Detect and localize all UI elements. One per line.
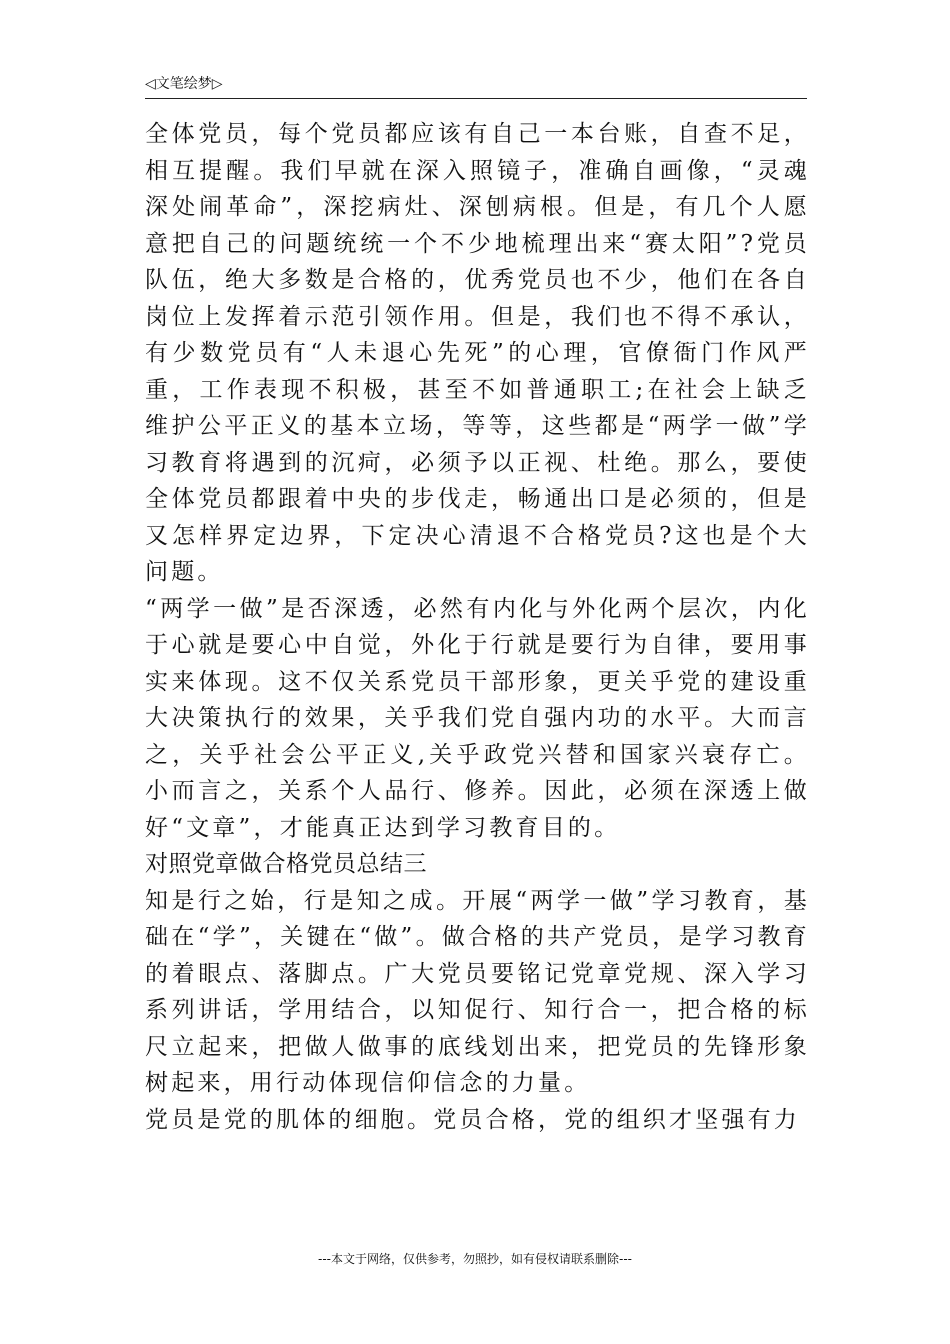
page-header xyxy=(145,72,807,99)
paragraph-2: “两学一做”是否深透，必然有内化与外化两个层次，内化于心就是要心中自觉，外化于行就是要行为自律，要用事实来体现。这不仅关系党员干部形象，更关乎党的建设重大决策执行的效果，关乎我们党自强内功的水平。大而言之，关乎社会公平正义,关乎政党兴替和国家兴衰存亡。小而言之，关系个人品行、修养。因此，必须在深透上做好“文章”，才能真正达到学习教育目的。 xyxy=(145,595,810,841)
header-title: ◁文笔绘梦▷ xyxy=(145,76,223,92)
page-footer: ---本文于网络，仅供参考，勿照抄，如有侵权请联系删除--- xyxy=(318,1252,632,1266)
section-heading: 对照党章做合格党员总结三 xyxy=(145,851,427,877)
paragraph-1: 全体党员，每个党员都应该有自己一本台账，自查不足，相互提醒。我们早就在深入照镜子，准确自画像，“灵魂深处闹革命”，深挖病灶、深刨病根。但是，有几个人愿意把自己的问题统统一个不少地梳理出来“赛太阳”?党员队伍，绝大多数是合格的，优秀党员也不少，他们在各自岗位上发挥着示范引领作用。但是，我们也不得不承认，有少数党员有“人未退心先死”的心理，官僚衙门作风严重，工作表现不积极，甚至不如普通职工;在社会上缺乏维护公平正义的基本立场，等等，这些都是“两学一做”学习教育将遇到的沉疴，必须予以正视、杜绝。那么，要使全体党员都跟着中央的步伐走，畅通出口是必须的，但是又怎样界定边界，下定决心清退不合格党员?这也是个大问题。 xyxy=(145,121,810,585)
paragraph-3: 知是行之始，行是知之成。开展“两学一做”学习教育，基础在“学”，关键在“做”。做合格的共产党员，是学习教育的着眼点、落脚点。广大党员要铭记党章党规、深入学习系列讲话，学用结合，以知促行、知行合一，把合格的标尺立起来，把做人做事的底线划出来，把党员的先锋形象树起来，用行动体现信仰信念的力量。 xyxy=(145,887,810,1096)
paragraph-4: 党员是党的肌体的细胞。党员合格，党的组织才坚强有力 xyxy=(145,1106,800,1133)
document-body xyxy=(145,116,810,1138)
